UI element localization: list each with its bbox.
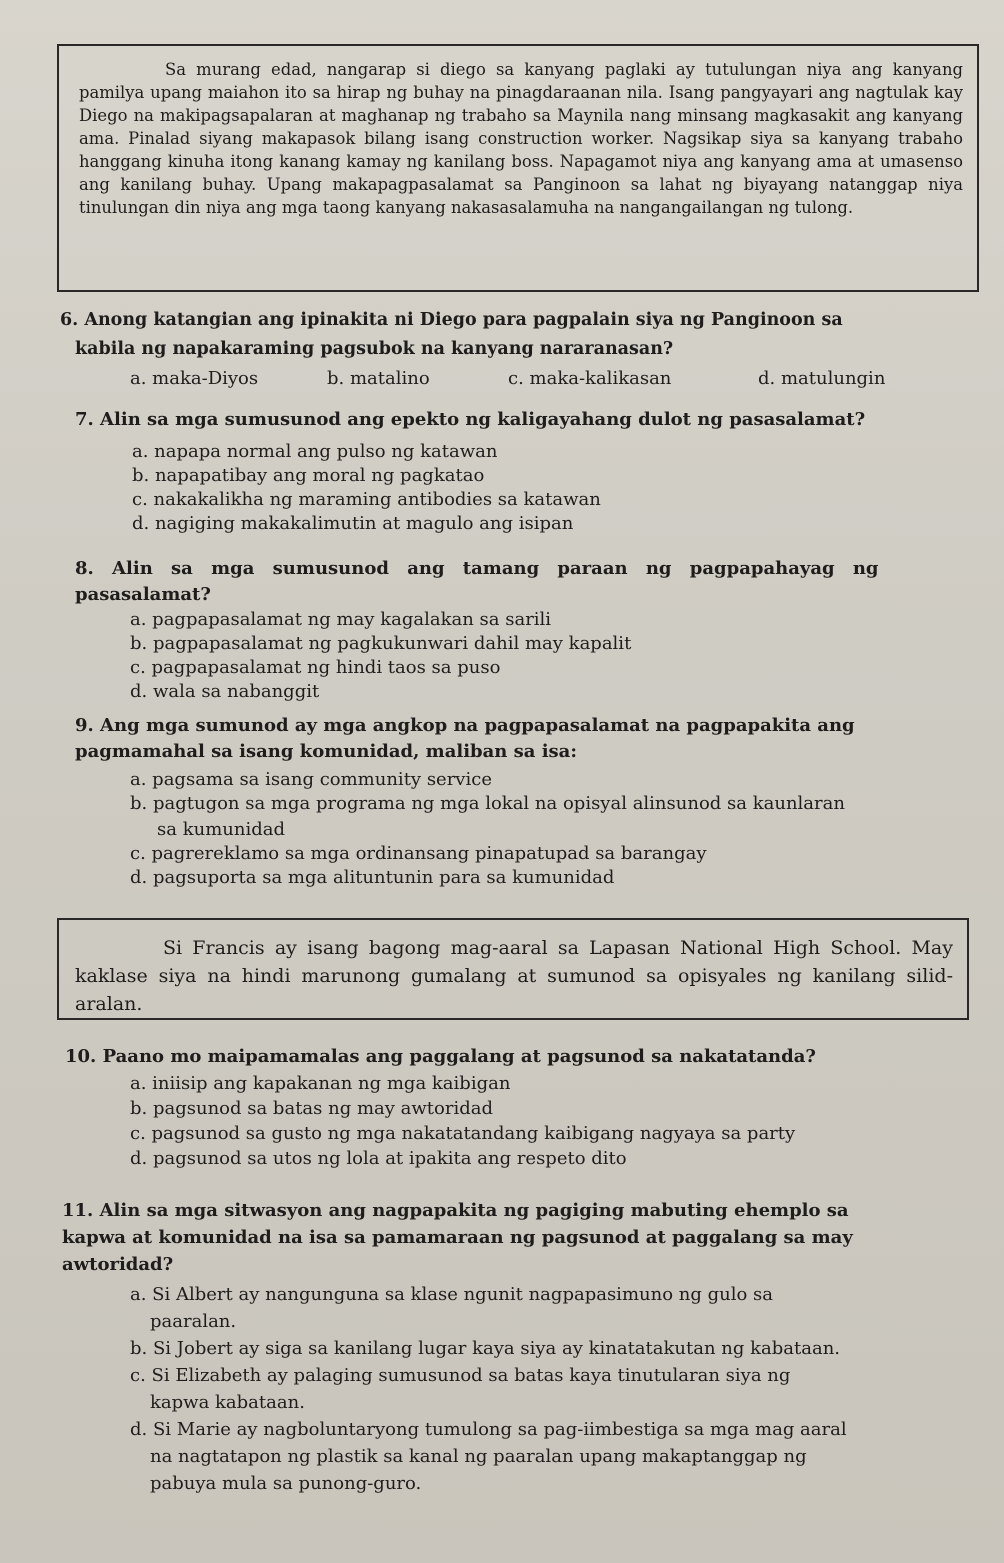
question-11-line2: kapwa at komunidad na isa sa pamamaraan ng pagsunod at paggalang sa may <box>62 1227 853 1248</box>
q8-option-c[interactable]: c. pagpapasalamat ng hindi taos sa puso <box>130 657 501 678</box>
q9-option-b-cont: sa kumunidad <box>157 819 285 840</box>
q10-option-c[interactable]: c. pagsunod sa gusto ng mga nakatatandang kaibigang nagyaya sa party <box>130 1123 796 1144</box>
q9-option-c[interactable]: c. pagrereklamo sa mga ordinansang pinapatupad sa barangay <box>130 843 707 864</box>
q6-option-b[interactable]: b. matalino <box>327 368 430 389</box>
q11-option-d[interactable]: d. Si Marie ay nagboluntaryong tumulong sa pag-iimbestiga sa mga mag aaral <box>130 1419 847 1440</box>
passage-francis-box <box>57 918 969 1020</box>
passage-diego: Sa murang edad, nangarap si diego sa kanyang paglaki ay tutulungan niya ang kanyang pamilya upang maiahon ito sa hirap ng buhay na pinagdaraanan nila. Isang pangyayari ang nagtulak kay Diego na makipagsapalaran at maghanap ng trabaho sa Maynila nang minsang magkasakit ang kanyang ama. Pinalad siyang makapasok bilang isang construction worker. Nagsikap siya sa kanyang trabaho hanggang kinuha itong kanang kamay ng kanilang boss. Napagamot niya ang kanyang ama at umasenso ang kanilang buhay. Upang makapagpasalamat sa Panginoon sa lahat ng biyayang natanggap niya tinulungan din niya ang mga taong kanyang nakasasalamuha na nangangailangan ng tulong. <box>79 60 963 217</box>
q6-option-a[interactable]: a. maka-Diyos <box>130 368 259 389</box>
q10-option-b[interactable]: b. pagsunod sa batas ng may awtoridad <box>130 1098 493 1119</box>
question-8-line1: 8. Alin sa mga sumusunod ang tamang paraan ng pagpapahayag ng <box>75 558 879 579</box>
q7-option-c[interactable]: c. nakakalikha ng maraming antibodies sa katawan <box>132 489 601 510</box>
q7-option-a[interactable]: a. napapa normal ang pulso ng katawan <box>132 441 498 462</box>
q11-option-d-cont2: pabuya mula sa punong-guro. <box>150 1473 422 1494</box>
q8-option-a[interactable]: a. pagpapasalamat ng may kagalakan sa sarili <box>130 609 552 630</box>
q6-option-d[interactable]: d. matulungin <box>758 368 886 389</box>
question-9-line2: pagmamahal sa isang komunidad, maliban sa isa: <box>75 741 577 762</box>
q8-option-b[interactable]: b. pagpapasalamat ng pagkukunwari dahil may kapalit <box>130 633 632 654</box>
passage-francis: Si Francis ay isang bagong mag-aaral sa Lapasan National High School. May kaklase siya na hindi marunong gumalang at sumunod sa opisyales ng kanilang silid-aralan. <box>75 937 953 1015</box>
question-10: 10. Paano mo maipamamalas ang paggalang at pagsunod sa nakatatanda? <box>65 1046 816 1067</box>
q11-option-c-cont: kapwa kabataan. <box>150 1392 305 1413</box>
q7-option-d[interactable]: d. nagiging makakalimutin at magulo ang isipan <box>132 513 574 534</box>
question-11-line1: 11. Alin sa mga sitwasyon ang nagpapakita ng pagiging mabuting ehemplo sa <box>62 1200 849 1221</box>
question-7: 7. Alin sa mga sumusunod ang epekto ng kaligayahang dulot ng pasasalamat? <box>75 409 866 430</box>
q10-option-d[interactable]: d. pagsunod sa utos ng lola at ipakita ang respeto dito <box>130 1148 627 1169</box>
q11-option-b[interactable]: b. Si Jobert ay siga sa kanilang lugar kaya siya ay kinatatakutan ng kabataan. <box>130 1338 841 1359</box>
q6-option-c[interactable]: c. maka-kalikasan <box>508 368 672 389</box>
question-9-line1: 9. Ang mga sumunod ay mga angkop na pagpapasalamat na pagpapakita ang <box>75 715 855 736</box>
q11-option-a[interactable]: a. Si Albert ay nangunguna sa klase ngunit nagpapasimuno ng gulo sa <box>130 1284 773 1305</box>
q11-option-a-cont: paaralan. <box>150 1311 237 1332</box>
q9-option-d[interactable]: d. pagsuporta sa mga alituntunin para sa kumunidad <box>130 867 615 888</box>
q11-option-c[interactable]: c. Si Elizabeth ay palaging sumusunod sa batas kaya tinutularan siya ng <box>130 1365 791 1386</box>
question-8-line2: pasasalamat? <box>75 584 211 605</box>
q10-option-a[interactable]: a. iniisip ang kapakanan ng mga kaibigan <box>130 1073 511 1094</box>
question-11-line3: awtoridad? <box>62 1254 174 1275</box>
q8-option-d[interactable]: d. wala sa nabanggit <box>130 681 320 702</box>
q9-option-b[interactable]: b. pagtugon sa mga programa ng mga lokal na opisyal alinsunod sa kaunlaran <box>130 793 845 814</box>
passage-diego-box <box>57 44 979 292</box>
question-6-line2: kabila ng napakaraming pagsubok na kanyang nararanasan? <box>75 339 674 359</box>
q9-option-a[interactable]: a. pagsama sa isang community service <box>130 769 492 790</box>
q7-option-b[interactable]: b. napapatibay ang moral ng pagkatao <box>132 465 485 486</box>
q11-option-d-cont1: na nagtatapon ng plastik sa kanal ng paaralan upang makaptanggap ng <box>150 1446 807 1467</box>
question-6-line1: 6. Anong katangian ang ipinakita ni Diego para pagpalain siya ng Panginoon sa <box>60 310 843 330</box>
